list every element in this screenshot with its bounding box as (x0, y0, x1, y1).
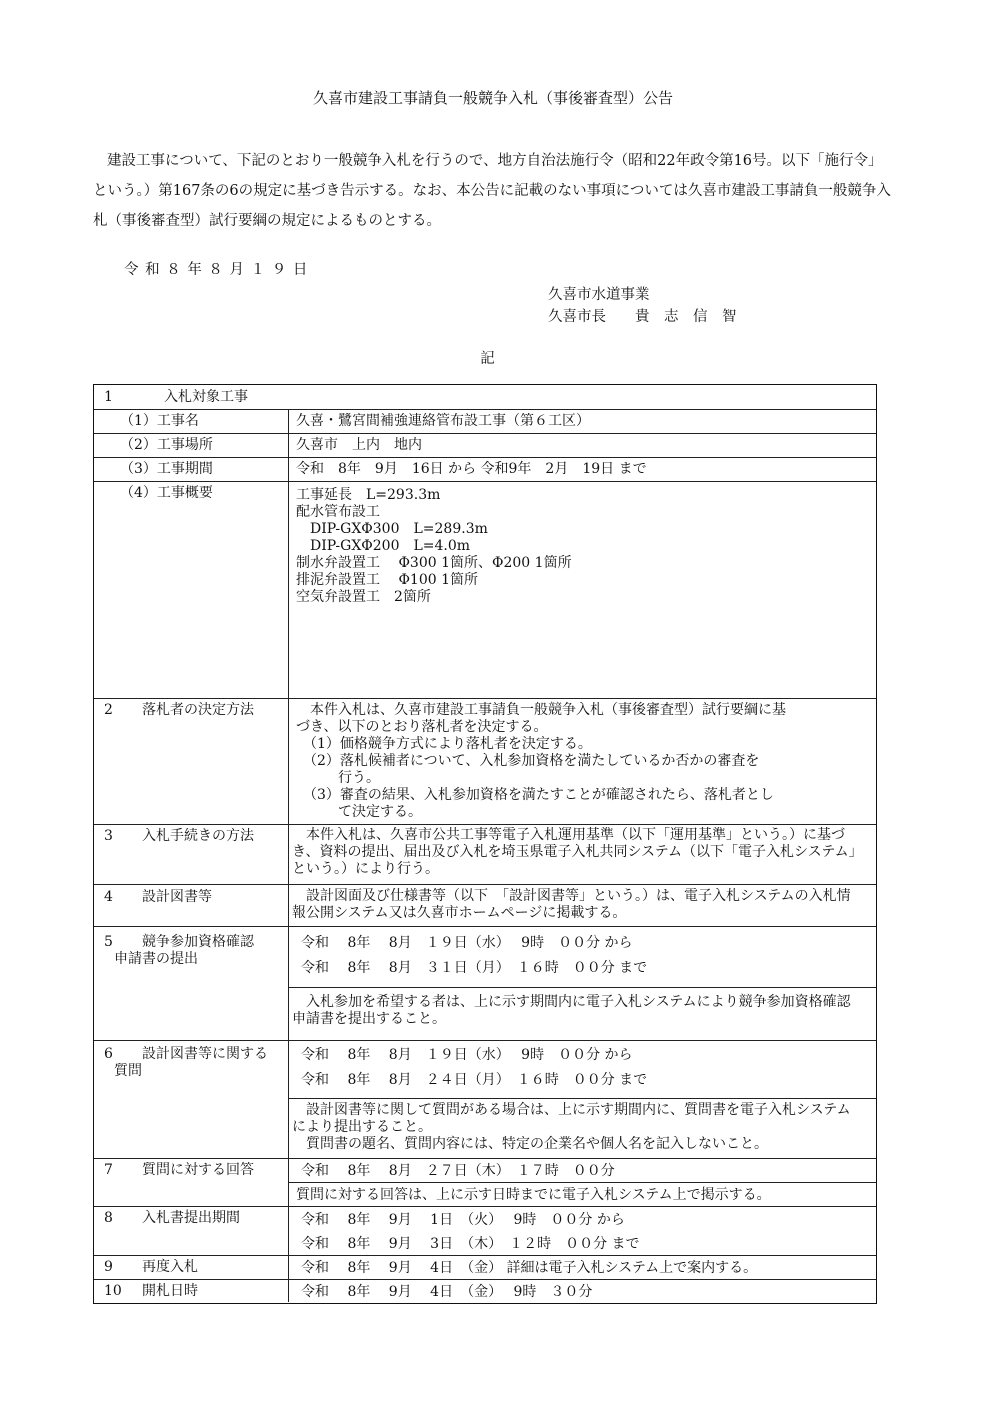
row-line (94, 1158, 876, 1159)
ki-heading: 記 (480, 351, 495, 367)
row-line (94, 926, 876, 927)
section-6-label-cont: 質問 (114, 1063, 142, 1079)
row-subline (288, 987, 876, 988)
section-5-label: 競争参加資格確認 (142, 934, 254, 950)
row-line (94, 433, 876, 434)
work-overview-label: （4）工事概要 (120, 485, 213, 501)
decision-line: 本件入札は、久喜市建設工事請負一般競争入札（事後審査型）試行要綱に基 (296, 702, 786, 718)
row-subline (288, 1182, 876, 1183)
row-line (94, 1255, 876, 1256)
row-line (94, 1279, 876, 1280)
decision-line: （2）落札候補者について、入札参加資格を満たしているか否かの審査を (296, 753, 760, 769)
section-4-number: 4 (104, 889, 113, 905)
procedure-text: 本件入札は、久喜市公共工事等電子入札運用基準（以下「運用基準」という。）に基づき、資料の提出、届出及び入札を埼玉県電子入札共同システム（以下「電子入札システム」という。）により行う。 (292, 827, 863, 877)
work-name-label: （1）工事名 (120, 413, 199, 429)
work-period-label: （3）工事期間 (120, 461, 213, 477)
question-note: 設計図書等に関して質問がある場合は、上に示す期間内に、質問書を電子入札システムにより提出すること。 (292, 1102, 851, 1135)
section-7-label: 質問に対する回答 (142, 1162, 254, 1178)
application-period-to: 令和 8年 8月 ３１日（月） １６時 ００分 まで (301, 960, 648, 976)
row-line (94, 884, 876, 885)
decision-line: 行う。 (296, 770, 380, 786)
section-6-number: 6 (104, 1046, 113, 1062)
overview-line: 工事延長 L=293.3m (296, 487, 441, 503)
row-line (94, 409, 876, 410)
application-period-from: 令和 8年 8月 １９日（水） 9時 ００分 から (301, 935, 633, 951)
work-name-value: 久喜・鷺宮間補強連絡管布設工事（第６工区） (296, 413, 590, 429)
column-divider (288, 409, 289, 1302)
section-3-label: 入札手続きの方法 (142, 828, 254, 844)
intro-text: 建設工事について、下記のとおり一般競争入札を行うので、地方自治法施行令（昭和22年政令第16号。以下「施行令」という。）第167条の6の規定に基づき告示する。なお、本公告に記載のない事項については久喜市建設工事請負一般競争入札（事後審査型）試行要綱の規定によるものとする。 (93, 153, 891, 229)
row-line (94, 457, 876, 458)
row-line (94, 1040, 876, 1041)
section-4-label: 設計図書等 (142, 889, 212, 905)
issuer-organization: 久喜市水道事業 (548, 287, 650, 303)
overview-line: 排泥弁設置工 Φ100 1箇所 (296, 572, 479, 588)
intro-paragraph (93, 146, 893, 236)
section-9-label: 再度入札 (142, 1259, 198, 1275)
section-3-number: 3 (104, 828, 113, 844)
row-line (94, 1206, 876, 1207)
section-7-number: 7 (104, 1162, 113, 1178)
opening-datetime: 令和 8年 9月 4日 （金） 9時 ３０分 (301, 1284, 593, 1300)
overview-line: 空気弁設置工 2箇所 (296, 589, 431, 605)
notice-title: 久喜市建設工事請負一般競争入札（事後審査型）公告 (312, 89, 673, 107)
overview-line: DIP-GXΦ200 L=4.0m (296, 538, 471, 554)
work-period-value: 令和 8年 9月 16日 から 令和9年 2月 19日 まで (296, 461, 647, 477)
design-docs-text: 設計図面及び仕様書等（以下 「設計図書等」という。）は、電子入札システムの入札情報公開システム又は久喜市ホームページに掲載する。 (292, 888, 851, 921)
section-8-number: 8 (104, 1210, 113, 1226)
question-period-to: 令和 8年 8月 ２４日（月） １６時 ００分 まで (301, 1072, 648, 1088)
section-2-number: 2 (104, 702, 113, 718)
question-period-from: 令和 8年 8月 １９日（水） 9時 ００分 から (301, 1047, 633, 1063)
work-place-label: （2）工事場所 (120, 437, 213, 453)
section-1-label: 入札対象工事 (164, 389, 248, 405)
section-5-number: 5 (104, 934, 113, 950)
section-10-number: 10 (104, 1283, 122, 1299)
answer-datetime: 令和 8年 8月 ２７日（木） １７時 ００分 (301, 1163, 615, 1179)
issuer-mayor: 久喜市長 貴 志 信 智 (548, 309, 737, 325)
section-5-label-cont: 申請書の提出 (114, 951, 198, 967)
section-1-number: 1 (104, 389, 113, 405)
decision-line: づき、以下のとおり落札者を決定する。 (296, 719, 548, 735)
section-6-label: 設計図書等に関する (142, 1046, 268, 1062)
bid-period-to: 令和 8年 9月 3日 （木） １２時 ００分 まで (301, 1236, 640, 1252)
overview-line: 制水弁設置工 Φ300 1箇所、Φ200 1箇所 (296, 555, 572, 571)
notice-date: 令 和 ８ 年 ８ 月 １ ９ 日 (124, 262, 309, 278)
row-line (94, 481, 876, 482)
decision-line: て決定する。 (296, 804, 422, 820)
section-8-label: 入札書提出期間 (142, 1210, 240, 1226)
work-place-value: 久喜市 上内 地内 (296, 437, 422, 453)
overview-line: DIP-GXΦ300 L=289.3m (296, 521, 488, 537)
bid-period-from: 令和 8年 9月 1日 （火） 9時 ００分 から (301, 1212, 625, 1228)
application-note: 入札参加を希望する者は、上に示す期間内に電子入札システムにより競争参加資格確認申請書を提出すること。 (292, 994, 851, 1027)
question-note-2: 質問書の題名、質問内容には、特定の企業名や個人名を記入しないこと。 (306, 1136, 768, 1152)
row-subline (288, 1098, 876, 1099)
decision-line: （3）審査の結果、入札参加資格を満たすことが確認されたら、落札者とし (296, 787, 774, 803)
section-10-label: 開札日時 (142, 1283, 198, 1299)
row-line (94, 824, 876, 825)
notice-table (93, 384, 877, 1304)
section-9-number: 9 (104, 1259, 113, 1275)
answer-note: 質問に対する回答は、上に示す日時までに電子入札システム上で掲示する。 (296, 1187, 771, 1203)
row-line (94, 698, 876, 699)
overview-line: 配水管布設工 (296, 504, 380, 520)
section-2-label: 落札者の決定方法 (142, 702, 254, 718)
decision-line: （1）価格競争方式により落札者を決定する。 (296, 736, 592, 752)
rebid-value: 令和 8年 9月 4日 （金） 詳細は電子入札システム上で案内する。 (301, 1260, 758, 1276)
